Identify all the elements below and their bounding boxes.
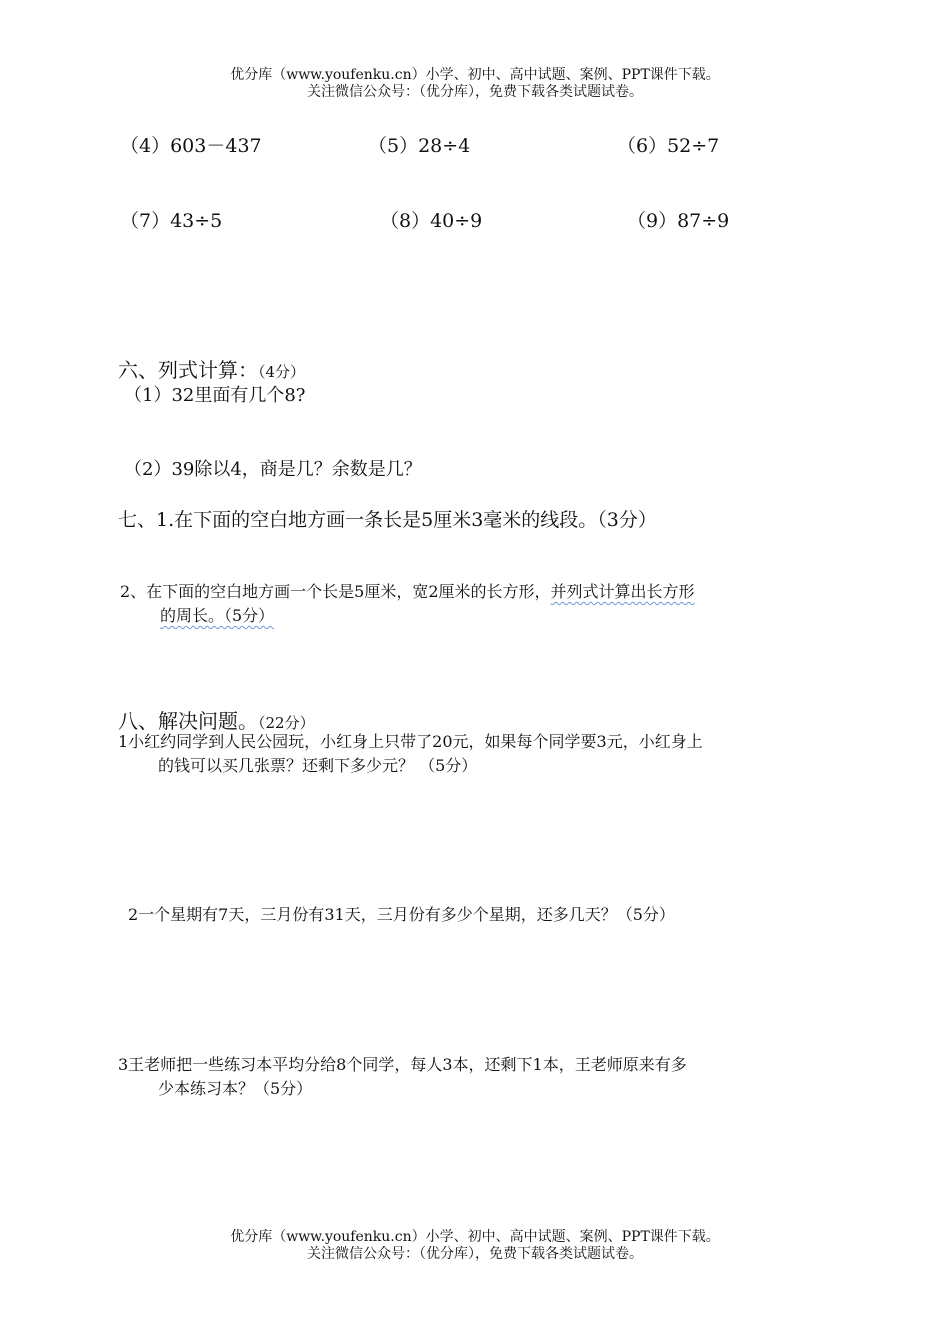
section7-question-1: 七、1.在下面的空白地方画一条长是5厘米3毫米的线段。（3分） [118,509,657,531]
section7-question-2 [120,580,695,628]
calc-item-4: （4）603－437 [120,135,262,157]
section8-title: 八、解决问题。 [118,709,258,733]
section6-question-2: （2）39除以4，商是几？余数是几？ [124,459,422,480]
section8-q3-line2: 少本练习本？（5分） [158,1079,313,1098]
section8-question-1 [118,730,703,778]
section8-points: （22分） [258,714,315,732]
page-header [0,67,950,101]
section8-question-3 [118,1053,687,1101]
section7-q2-line2: 的周长。（5分） [160,606,275,625]
header-line-2: 关注微信公众号：（优分库），免费下载各类试题试卷。 [307,84,643,100]
section8-question-2: 2一个星期有7天，三月份有31天，三月份有多少个星期，还多几天？（5分） [128,905,675,924]
calc-item-6: （6）52÷7 [617,135,720,157]
footer-line-2: 关注微信公众号：（优分库），免费下载各类试题试卷。 [307,1246,643,1262]
section6-heading [118,354,305,383]
calc-item-9: （9）87÷9 [627,210,730,232]
calc-item-8: （8）40÷9 [380,210,483,232]
section8-q1-line2: 的钱可以买几张票？还剩下多少元？ （5分） [158,756,478,775]
section8-q3-line1: 3王老师把一些练习本平均分给8个同学，每人3本，还剩下1本，王老师原来有多 [118,1055,687,1074]
section7-q2-line1-part2: 并列式计算出长方形 [550,582,695,601]
section6-question-1: （1）32里面有几个8? [124,385,306,406]
section8-q1-line1: 1小红约同学到人民公园玩，小红身上只带了20元，如果每个同学要3元，小红身上 [118,732,703,751]
section7-q2-line1-part1: 2、在下面的空白地方画一个长是5厘米，宽2厘米的长方形， [120,582,551,601]
calc-item-5: （5）28÷4 [368,135,471,157]
section6-points: （4分） [258,363,306,381]
page-footer [0,1229,950,1263]
header-line-1: 优分库（www.youfenku.cn）小学、初中、高中试题、案例、PPT课件下载。 [230,67,720,83]
calc-item-7: （7）43÷5 [120,210,223,232]
footer-line-1: 优分库（www.youfenku.cn）小学、初中、高中试题、案例、PPT课件下载。 [230,1229,720,1245]
section6-title: 六、列式计算： [118,358,258,382]
